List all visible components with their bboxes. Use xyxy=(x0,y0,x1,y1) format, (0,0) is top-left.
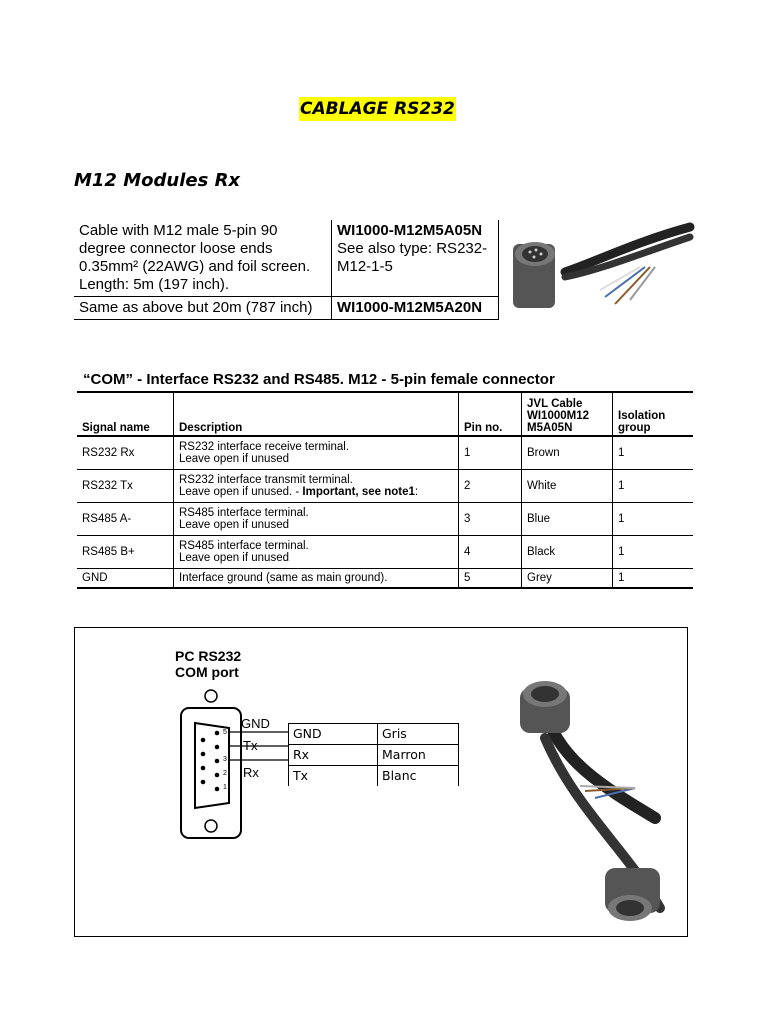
signal-description: RS232 interface receive terminal. Leave open if unused xyxy=(174,436,459,469)
pin-number: 3 xyxy=(459,502,522,535)
wire-signal: Rx xyxy=(289,745,378,766)
pin-number: 1 xyxy=(459,436,522,469)
pin-number: 4 xyxy=(459,535,522,568)
screw-icon xyxy=(205,690,217,702)
pin-label: 3 xyxy=(223,756,227,763)
signal-name: RS232 Tx xyxy=(77,469,174,502)
cable-part-number: WI1000-M12M5A05N xyxy=(337,222,483,239)
wire-color: Blue xyxy=(522,502,613,535)
isolation-group: 1 xyxy=(613,469,694,502)
gnd-label: GND xyxy=(241,716,270,731)
wiring-diagram-frame xyxy=(74,627,688,937)
pin-label: 5 xyxy=(223,729,227,736)
table-row xyxy=(74,220,499,297)
signal-name: RS485 A- xyxy=(77,502,174,535)
com-interface-table xyxy=(77,391,693,589)
column-header: Pin no. xyxy=(459,392,522,436)
screw-icon xyxy=(205,820,217,832)
cable-reference xyxy=(332,297,499,320)
wire-signal: GND xyxy=(289,724,378,745)
wire-color: Blanc xyxy=(378,766,459,787)
rx-label: Rx xyxy=(243,765,259,780)
signal-description: RS232 interface transmit terminal. Leave open if unused. - Important, see note1: xyxy=(174,469,459,502)
table-row xyxy=(77,535,693,568)
pin-label: 2 xyxy=(223,770,227,777)
signal-name: RS232 Rx xyxy=(77,436,174,469)
signal-description: Interface ground (same as main ground). xyxy=(174,568,459,588)
wire-color: Brown xyxy=(522,436,613,469)
m12-cable-photo xyxy=(485,668,685,928)
table-row xyxy=(77,568,693,588)
wire-color: Marron xyxy=(378,745,459,766)
m12-cable-image xyxy=(505,222,695,322)
wire-signal: Tx xyxy=(289,766,378,787)
pin-dots xyxy=(201,731,220,792)
table-row xyxy=(289,745,459,766)
pin-number: 5 xyxy=(459,568,522,588)
com-table-caption: “COM” - Interface RS232 and RS485. M12 - 5-pin female connector xyxy=(83,371,555,388)
column-header: Signal name xyxy=(77,392,174,436)
pin-label: 1 xyxy=(223,784,227,791)
note-link: Important, see note1 xyxy=(302,485,415,498)
wire-color: Gris xyxy=(378,724,459,745)
cable-reference-table xyxy=(74,220,499,320)
column-header: JVL Cable WI1000M12 M5A05N xyxy=(522,392,613,436)
isolation-group: 1 xyxy=(613,502,694,535)
wire-color: Black xyxy=(522,535,613,568)
isolation-group: 1 xyxy=(613,535,694,568)
column-header: Isolation group xyxy=(613,392,694,436)
column-header: Description xyxy=(174,392,459,436)
table-row xyxy=(289,766,459,787)
signal-name: RS485 B+ xyxy=(77,535,174,568)
cable-see-also: See also type: RS232-M12-1-5 xyxy=(337,240,488,275)
signal-description: RS485 interface terminal. Leave open if unused xyxy=(174,502,459,535)
pc-port-label: PC RS232 COM port xyxy=(175,648,242,680)
signal-description: RS485 interface terminal. Leave open if unused xyxy=(174,535,459,568)
isolation-group: 1 xyxy=(613,568,694,588)
page-title: CABLAGE RS232 xyxy=(300,99,455,119)
cable-reference xyxy=(332,220,499,297)
cable-description: Same as above but 20m (787 inch) xyxy=(74,297,332,320)
table-row xyxy=(77,469,693,502)
wire-color: Grey xyxy=(522,568,613,588)
isolation-group: 1 xyxy=(613,436,694,469)
pin-number: 2 xyxy=(459,469,522,502)
table-row xyxy=(289,724,459,745)
cable-description: Cable with M12 male 5-pin 90 degree connector loose ends 0.35mm² (22AWG) and foil screen. Length: 5m (197 inch). xyxy=(74,220,332,297)
table-row xyxy=(74,297,499,320)
table-row xyxy=(77,502,693,535)
table-row xyxy=(77,436,693,469)
tx-label: Tx xyxy=(243,738,258,753)
wire-color: White xyxy=(522,469,613,502)
signal-name: GND xyxy=(77,568,174,588)
cable-part-number: WI1000-M12M5A20N xyxy=(337,299,483,316)
section-subtitle: M12 Modules Rx xyxy=(74,170,241,191)
wire-mapping-table xyxy=(288,723,459,786)
connector-shell xyxy=(181,708,241,838)
